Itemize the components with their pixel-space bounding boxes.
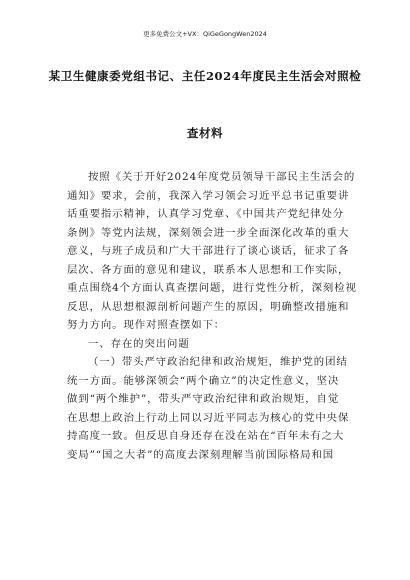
paragraph-line: 话重要指示精神，认真学习党章、《中国共产党纪律处分 — [67, 208, 345, 220]
paragraph-line: 做到“两个维护”，带头严守政治纪律和政治规矩，自觉 — [67, 393, 340, 405]
paragraph-line: （一）带头严守政治纪律和政治规矩，维护党的团结 — [88, 356, 348, 368]
paragraph-line: 努力方向。现作对照查摆如下： — [67, 319, 226, 331]
paragraph-line: 意义，与班子成员和广大干部进行了谈心谈话，征求了各 — [67, 245, 350, 257]
paragraph-line: 条例》等党内法规，深刻领会进一步全面深化改革的重大 — [67, 226, 350, 239]
document-title-line-1: 某卫生健康委党组书记、主任2024年度民主生活会对照检 — [48, 69, 362, 83]
paragraph-line: 持高度一致。但反思自身还存在没在站在“百年未有之大 — [67, 430, 345, 442]
paragraph-line: 通知》要求，会前，我深入学习领会习近平总书记重要讲 — [67, 189, 350, 202]
paragraph-line: 统一方面。能够深领会“两个确立”的决定性意义，坚决 — [67, 374, 340, 387]
paragraph-line: 重点围绕4个方面认真查摆问题，进行党性分析，深刻检视 — [67, 282, 357, 294]
paragraph-line: 层次、各方面的意见和建议，联系本人思想和工作实际， — [67, 263, 350, 276]
paragraph-line: 变局”“国之大者”的高度去深刻理解当前国际格局和国 — [67, 448, 335, 461]
document-title-line-2: 查材料 — [186, 126, 224, 140]
body-paragraph-intro — [67, 168, 359, 464]
paragraph-line: 在思想上政治上行动上同以习近平同志为核心的党中央保 — [67, 411, 350, 424]
section-heading: 一、存在的突出问题 — [88, 337, 190, 350]
header-note: 更多免费公文+VX：QiGeGongWen2024 — [143, 30, 267, 38]
paragraph-line: 按照《关于开好2024年度党员领导干部民主生活会的 — [88, 171, 356, 183]
paragraph-line: 反思，从思想根源剖析问题产生的原因，明确整改措施和 — [67, 300, 350, 313]
